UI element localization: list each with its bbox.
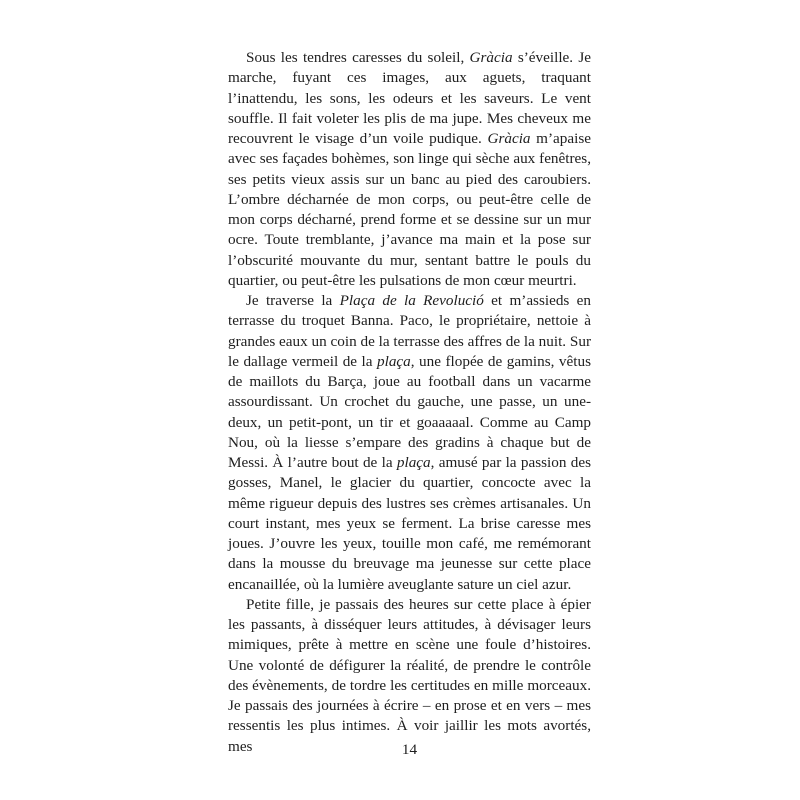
- text-run: et m’assieds en terrasse du troquet Banna. Paco, le propriétaire, nettoie à grandes eaux un coin de la terrasse des affres de la nuit. Sur le dallage vermeil de la: [228, 292, 591, 370]
- paragraph: [228, 291, 591, 595]
- italic-text: Gràcia: [469, 49, 513, 66]
- italic-text: plaça: [377, 352, 411, 370]
- text-run: , une flopée de gamins, vêtus de maillots du Barça, joue au football dans un vacarme assourdissant. Un crochet du gauche, une passe, un une-deux, un petit-pont, un tir et goaaaaal. Comme au Camp Nou, où la liesse s’empare des gradins à chaque but de Messi. À l’autre bout de la: [228, 352, 591, 471]
- text-run: Sous les tendres caresses du soleil,: [246, 49, 470, 66]
- paragraph: [228, 595, 591, 757]
- paragraph: [228, 48, 591, 291]
- text-run: Je traverse la: [246, 292, 340, 309]
- italic-text: Plaça de la Revolució: [339, 292, 484, 309]
- italic-text: plaça: [396, 454, 431, 471]
- text-run: m’apaise avec ses façades bohèmes, son linge qui sèche aux fenêtres, ses petits vieux assis sur un banc au pied des caroubiers. L’ombre décharnée de mon corps, ou peut-être celle de mon corps décharné, prend forme et se dessine sur un mur ocre. Toute tremblante, j’avance ma main et la pose sur l’obscurité mouvante du mur, sentant battre le pouls du quartier, ou peut-être les pulsations de mon cœur meurtri.: [228, 130, 591, 289]
- italic-text: Gràcia: [487, 130, 531, 147]
- text-run: s’éveille. Je marche, fuyant ces images, aux aguets, traquant l’inattendu, les sons, les odeurs et les saveurs. Le vent souffle. Il fait voleter les plis de ma jupe. Mes cheveux me recouvrent le visage d’un voile pudique.: [228, 49, 591, 147]
- text-run: Petite fille, je passais des heures sur cette place à épier les passants, à disséquer leurs attitudes, à dévisager leurs mimiques, prête à mettre en scène une foule d’histoires. Une volonté de défigurer la réalité, de prendre le contrôle des évènements, de tordre les certitudes en mille morceaux. Je passais des journées à écrire – en prose et en vers – mes ressentis les plus intimes. À voir jaillir les mots avortés, mes: [228, 595, 591, 755]
- book-page: [228, 48, 591, 768]
- body-text: [228, 48, 591, 757]
- page-number: 14: [401, 741, 418, 758]
- text-run: , amusé par la passion des gosses, Manel, le glacier du quartier, concocte avec la même rigueur depuis des lustres ses crèmes artisanales. Un court instant, mes yeux se ferment. La brise caresse mes joues. J’ouvre les yeux, touille mon café, me remémorant dans la mousse du breuvage ma jeunesse sur cette place encanaillée, où la lumière aveuglante sature un ciel azur.: [228, 454, 591, 593]
